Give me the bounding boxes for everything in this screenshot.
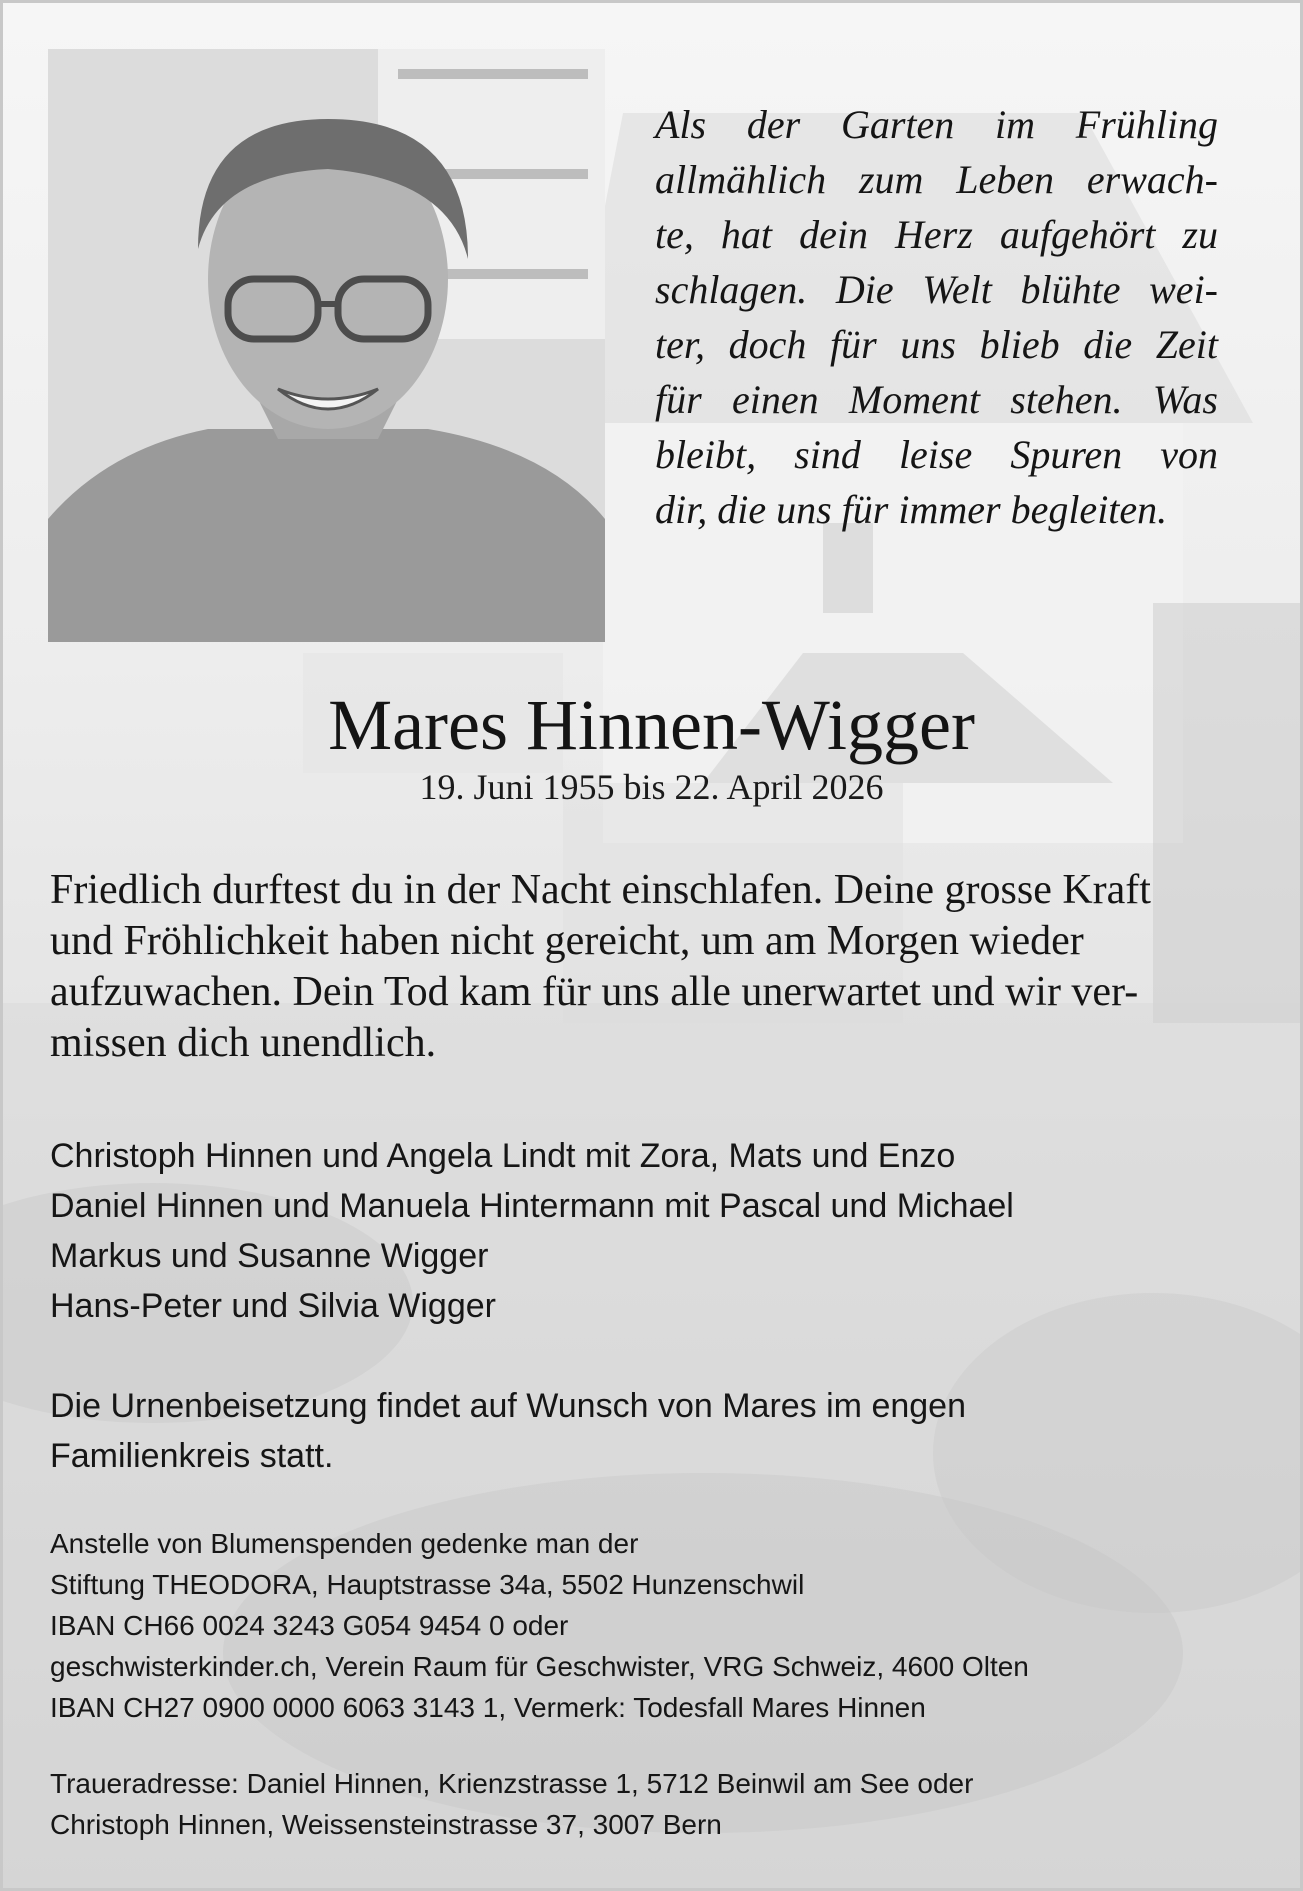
poem-line: ter, doch für uns blieb die Zeit [655, 322, 1218, 367]
ceremony-line: Familienkreis statt. [50, 1437, 334, 1475]
ceremony-notice [50, 1381, 966, 1481]
family-line: Christoph Hinnen und Angela Lindt mit Zora, Mats und Enzo [50, 1137, 956, 1175]
portrait-photo [48, 49, 605, 642]
tribute-text [50, 865, 1220, 1069]
address-line: Traueradresse: Daniel Hinnen, Krienzstrasse 1, 5712 Beinwil am See oder [50, 1768, 974, 1799]
family-line: Markus und Susanne Wigger [50, 1237, 489, 1275]
family-list [50, 1131, 1014, 1331]
deceased-name: Mares Hinnen-Wigger [328, 685, 975, 765]
tribute-line: Friedlich durftest du in der Nacht einschlafen. Deine grosse Kraft [50, 867, 1151, 913]
donation-line: IBAN CH27 0900 0000 6063 3143 1, Vermerk: Todesfall Mares Hinnen [50, 1692, 926, 1723]
tribute-line: und Fröhlichkeit haben nicht gereicht, um am Morgen wieder [50, 918, 1084, 964]
donation-line: Anstelle von Blumenspenden gedenke man der [50, 1528, 639, 1559]
poem-line: für einen Moment stehen. Was [655, 377, 1218, 422]
family-line: Daniel Hinnen und Manuela Hintermann mit Pascal und Michael [50, 1187, 1014, 1225]
life-dates: 19. Juni 1955 bis 22. April 2026 [419, 767, 884, 807]
poem-line: dir, die uns für immer begleiten. [655, 487, 1168, 532]
donation-line: IBAN CH66 0024 3243 G054 9454 0 oder [50, 1610, 569, 1641]
poem-line: schlagen. Die Welt blühte wei- [655, 267, 1218, 312]
poem-line: te, hat dein Herz aufgehört zu [655, 212, 1218, 257]
donation-line: Stiftung THEODORA, Hauptstrasse 34a, 5502 Hunzenschwil [50, 1569, 805, 1600]
donation-notice [50, 1523, 1029, 1728]
poem-line: bleibt, sind leise Spuren von [655, 432, 1218, 477]
address-line: Christoph Hinnen, Weissensteinstrasse 37, 3007 Bern [50, 1809, 722, 1840]
poem-line: allmählich zum Leben erwach- [655, 157, 1218, 202]
donation-line: geschwisterkinder.ch, Verein Raum für Geschwister, VRG Schweiz, 4600 Olten [50, 1651, 1029, 1682]
poem-line: Als der Garten im Frühling [655, 102, 1218, 147]
family-line: Hans-Peter und Silvia Wigger [50, 1287, 496, 1325]
tribute-line: missen dich unendlich. [50, 1020, 437, 1066]
mourning-address [50, 1763, 973, 1845]
tribute-line: aufzuwachen. Dein Tod kam für uns alle unerwartet und wir ver- [50, 969, 1139, 1015]
ceremony-line: Die Urnenbeisetzung findet auf Wunsch von Mares im engen [50, 1387, 966, 1425]
memorial-poem [655, 97, 1218, 537]
